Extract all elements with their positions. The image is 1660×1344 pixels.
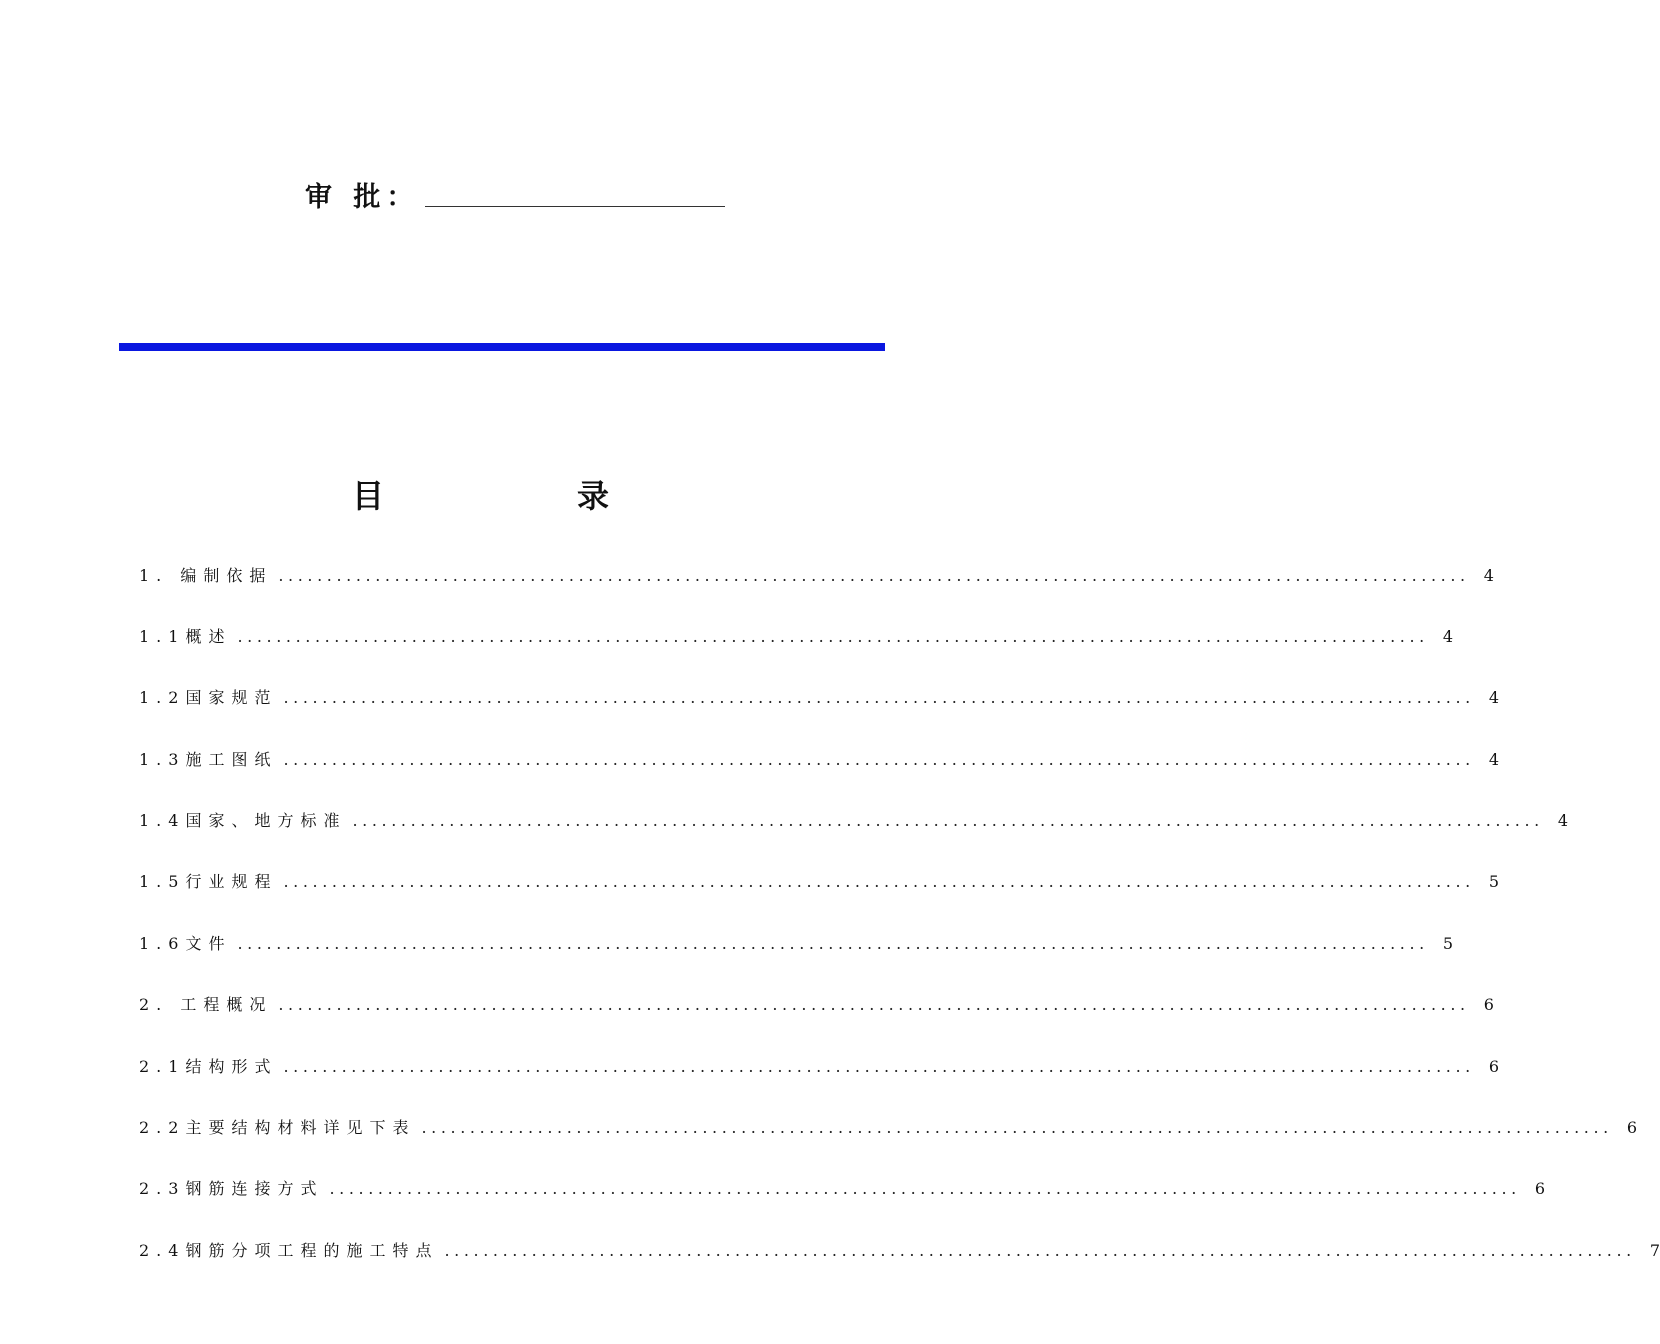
toc-entry[interactable] <box>139 1112 1638 1144</box>
toc-leader-dots: ........................................................................................................................... <box>278 566 1470 585</box>
toc-entry[interactable] <box>139 1235 1660 1267</box>
toc-entry[interactable] <box>139 1051 1500 1083</box>
toc-entry[interactable] <box>139 560 1494 592</box>
approval-label: 审 批： <box>305 182 420 213</box>
approval-signature-block <box>305 176 725 216</box>
toc-entry-page: 4 <box>1488 750 1500 769</box>
toc-entry-label: 1. 编制依据 <box>139 566 273 585</box>
toc-leader-dots: ........................................................................................................................... <box>278 995 1470 1014</box>
toc-entry-label: 2.4钢筋分项工程的施工特点 <box>139 1241 439 1260</box>
toc-entry-label: 1.5行业规程 <box>139 872 278 891</box>
toc-entry-label: 2. 工程概况 <box>139 995 273 1014</box>
toc-entry-label: 2.3钢筋连接方式 <box>139 1179 324 1198</box>
toc-leader-dots: ........................................................................................................................... <box>352 811 1544 830</box>
toc-leader-dots: ........................................................................................................................... <box>237 627 1429 646</box>
toc-entry-page: 6 <box>1626 1118 1638 1137</box>
toc-entry-label: 2.2主要结构材料详见下表 <box>139 1118 416 1137</box>
toc-leader-dots: ........................................................................................................................... <box>283 1057 1475 1076</box>
toc-entry-page: 6 <box>1483 995 1494 1014</box>
toc-leader-dots: ........................................................................................................................... <box>444 1241 1636 1260</box>
toc-title-char-1: 目 <box>352 477 385 515</box>
toc-entry-label: 2.1结构形式 <box>139 1057 278 1076</box>
toc-entry-label: 1.4国家、地方标准 <box>139 811 347 830</box>
toc-leader-dots: ........................................................................................................................... <box>283 872 1475 891</box>
toc-leader-dots: ........................................................................................................................... <box>329 1179 1521 1198</box>
toc-entry-label: 1.3施工图纸 <box>139 750 278 769</box>
toc-entry[interactable] <box>139 989 1494 1021</box>
toc-entry-page: 4 <box>1483 566 1494 585</box>
toc-entry-page: 4 <box>1557 811 1569 830</box>
toc-entry-page: 7 <box>1649 1241 1660 1260</box>
toc-entry-label: 1.2国家规范 <box>139 688 278 707</box>
toc-entry-page: 4 <box>1442 627 1454 646</box>
toc-entry[interactable] <box>139 682 1500 714</box>
toc-leader-dots: ........................................................................................................................... <box>283 688 1475 707</box>
toc-title <box>0 476 950 516</box>
toc-title-char-2: 录 <box>577 477 610 515</box>
toc-leader-dots: ........................................................................................................................... <box>283 750 1475 769</box>
toc-entry[interactable] <box>139 744 1500 776</box>
blue-divider-bar <box>119 343 885 351</box>
toc-entry[interactable] <box>139 928 1454 960</box>
toc-entry[interactable] <box>139 805 1569 837</box>
toc-entry[interactable] <box>139 1173 1546 1205</box>
toc-entry-label: 1.6文件 <box>139 934 232 953</box>
approval-signature-line <box>425 206 725 207</box>
toc-leader-dots: ........................................................................................................................... <box>421 1118 1613 1137</box>
toc-leader-dots: ........................................................................................................................... <box>237 934 1429 953</box>
toc-entry-page: 5 <box>1488 872 1500 891</box>
toc-entry-page: 4 <box>1488 688 1500 707</box>
toc-entry-page: 6 <box>1534 1179 1546 1198</box>
toc-entry-label: 1.1概述 <box>139 627 232 646</box>
toc-entry[interactable] <box>139 621 1454 653</box>
toc-entry-page: 6 <box>1488 1057 1500 1076</box>
toc-entry-page: 5 <box>1442 934 1454 953</box>
toc-entry[interactable] <box>139 866 1500 898</box>
